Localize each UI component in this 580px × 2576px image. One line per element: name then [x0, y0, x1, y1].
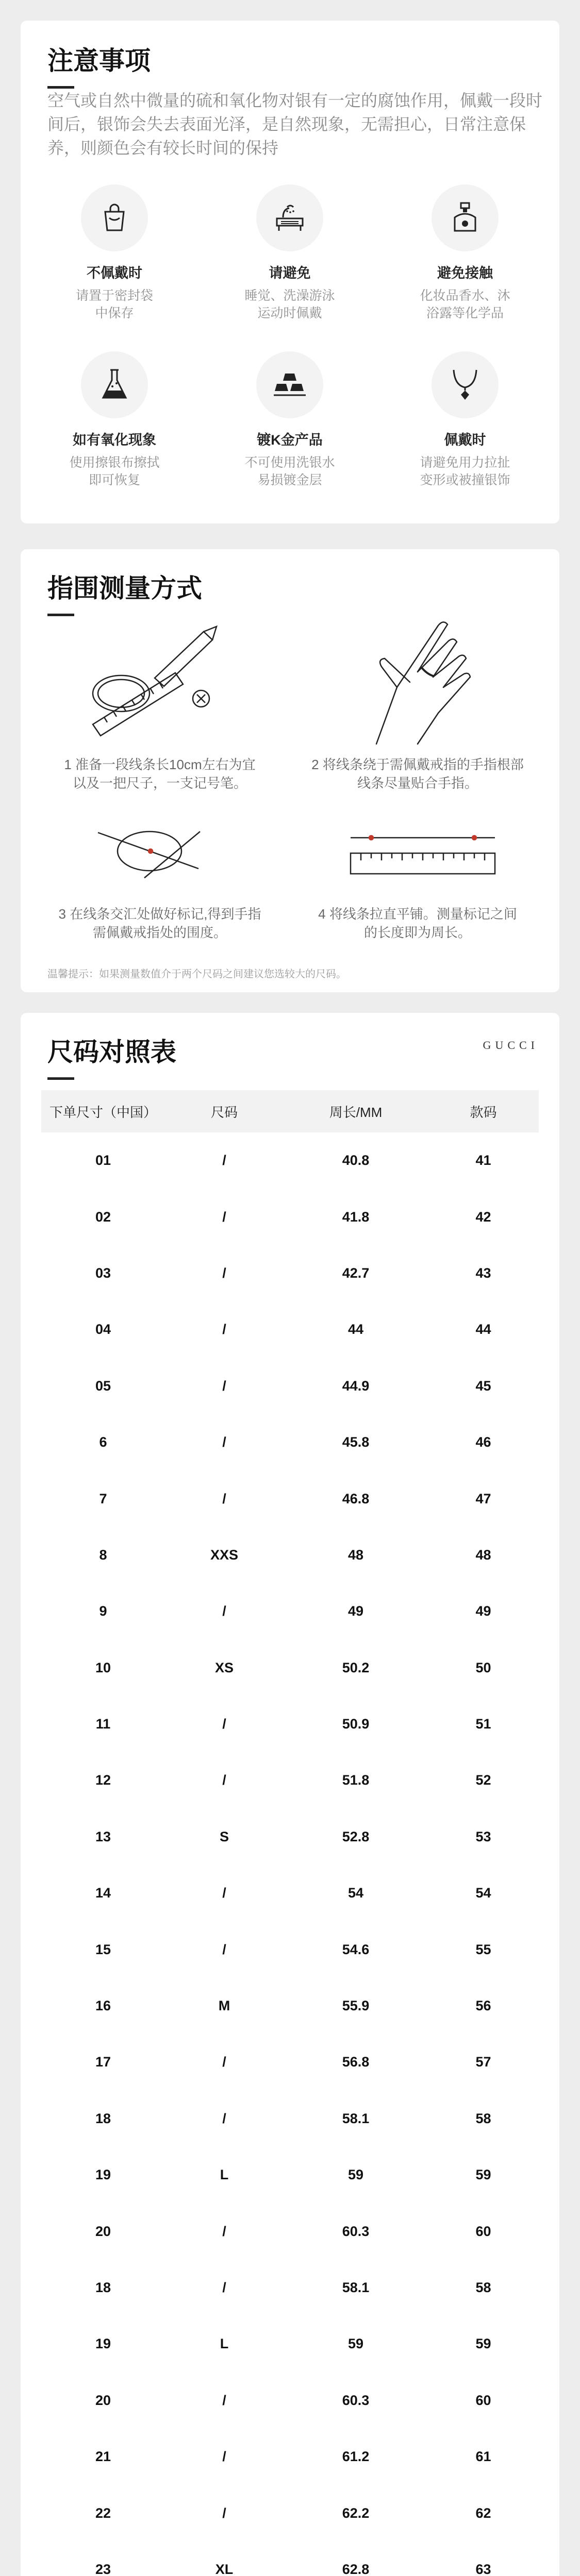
cell-size: L [220, 2167, 229, 2183]
size-chart-section [21, 1013, 559, 2576]
cell-size: / [222, 1209, 226, 1225]
cell-size: / [222, 2392, 226, 2408]
table-row [41, 1132, 539, 1189]
measure-step-text: 1 准备一段线条长10cm左右为宜 以及一把尺子，一支记号笔。 [64, 757, 256, 791]
cell-size: / [222, 1321, 226, 1337]
care-notes-intro: 空气或自然中微量的硫和氧化物对银有一定的腐蚀作用，佩戴一段时间后，银饰会失去表面光泽，是自然现象，无需担心，日常注意保养，则颜色会有较长时间的保持 [47, 91, 543, 157]
cell-size: / [222, 2110, 226, 2126]
cell-circumference: 50.2 [342, 1659, 370, 1675]
cell-cn-size: 01 [95, 1153, 111, 1168]
table-row [41, 2034, 539, 2090]
tip-title: 不佩戴时 [87, 265, 142, 281]
cell-cn-size: 15 [95, 1941, 111, 1957]
cell-circumference: 48 [347, 1547, 364, 1563]
table-row [41, 2260, 539, 2316]
cell-circumference: 62.2 [342, 2505, 370, 2521]
cell-style-size: 45 [475, 1378, 491, 1394]
table-row [41, 1978, 539, 2034]
table-row [41, 2203, 539, 2259]
cell-circumference: 49 [347, 1603, 364, 1619]
tip-item [388, 184, 542, 322]
tip-item [388, 351, 542, 489]
measure-step-text: 4 将线条拉直平铺。测量标记之间 的长度即为周长。 [318, 906, 517, 940]
table-row [41, 1527, 539, 1583]
tip-desc [212, 287, 367, 322]
tip-desc [388, 454, 542, 489]
cell-cn-size: 10 [95, 1659, 111, 1675]
cell-cn-size: 19 [95, 2336, 111, 2352]
cell-circumference: 44.9 [342, 1378, 370, 1394]
cell-circumference: 50.9 [342, 1716, 370, 1732]
cell-style-size: 58 [475, 2280, 491, 2295]
cell-size: / [222, 1434, 226, 1450]
table-row [41, 1752, 539, 1808]
table-row [41, 2147, 539, 2203]
tip-desc-line: 不可使用洗银水 易损镀金层 [244, 455, 335, 487]
measure-tip-note: 温馨提示：如果测量数值介于两个尺码之间建议您选较大的尺码。 [47, 969, 346, 980]
header-size: 尺码 [210, 1104, 238, 1120]
cell-size: / [222, 1885, 226, 1901]
cell-cn-size: 04 [95, 1321, 111, 1337]
cell-circumference: 58.1 [342, 2280, 370, 2295]
cell-size: / [222, 2280, 226, 2295]
measure-step-text: 2 将线条绕于需佩戴戒指的手指根部 线条尽量贴合手指。 [311, 757, 524, 791]
table-row [41, 2372, 539, 2429]
cell-circumference: 60.3 [342, 2223, 370, 2239]
cell-size: / [222, 1603, 226, 1619]
cell-cn-size: 18 [95, 2280, 111, 2295]
tip-desc-line: 请置于密封袋 中保存 [75, 289, 153, 320]
cell-size: XL [215, 2561, 234, 2576]
cell-style-size: 44 [475, 1321, 491, 1337]
tip-desc-line: 睡觉、洗澡游泳 运动时佩戴 [244, 289, 335, 320]
cell-cn-size: 6 [99, 1434, 107, 1450]
gold-bars-icon [256, 351, 323, 418]
table-row [41, 1865, 539, 1921]
cell-cn-size: 7 [99, 1490, 107, 1506]
measure-step-text: 3 在线条交汇处做好标记,得到手指 需佩戴戒指处的围度。 [58, 906, 261, 940]
cell-circumference: 54.6 [342, 1941, 370, 1957]
table-row [41, 1470, 539, 1527]
cell-cn-size: 05 [95, 1378, 111, 1394]
cell-size: / [222, 1716, 226, 1732]
ring-measure-section [21, 549, 559, 992]
measure-step [299, 905, 536, 942]
tip-desc [388, 287, 542, 322]
cell-size: / [222, 1941, 226, 1957]
table-row [41, 2091, 539, 2147]
tip-desc [37, 454, 192, 489]
table-row [41, 1809, 539, 1865]
string-loop-illustration [82, 817, 227, 884]
table-row [41, 2316, 539, 2372]
cell-circumference: 59 [347, 2336, 364, 2352]
cell-cn-size: 14 [95, 1885, 111, 1901]
cell-cn-size: 19 [95, 2167, 111, 2183]
table-row [41, 1640, 539, 1696]
cell-style-size: 62 [475, 2505, 491, 2521]
tip-desc-line: 请避免用力拉扯 变形或被撞银饰 [420, 455, 510, 487]
cell-style-size: 43 [475, 1265, 491, 1281]
cell-style-size: 57 [475, 2054, 491, 2070]
cell-style-size: 49 [475, 1603, 491, 1619]
tip-desc-line: 使用擦银布擦拭 即可恢复 [69, 455, 160, 487]
cell-style-size: 61 [475, 2449, 491, 2465]
cell-style-size: 56 [475, 1998, 491, 2014]
table-row [41, 2541, 539, 2576]
cell-size: / [222, 1378, 226, 1394]
cell-cn-size: 13 [95, 1828, 111, 1844]
tip-title: 避免接触 [437, 265, 493, 281]
cell-size: / [222, 1153, 226, 1168]
cell-style-size: 41 [475, 1153, 491, 1168]
table-row [41, 1921, 539, 1977]
cell-circumference: 59 [347, 2167, 364, 2183]
size-table-header [41, 1090, 539, 1132]
cell-size: / [222, 2505, 226, 2521]
cell-cn-size: 18 [95, 2110, 111, 2126]
shower-icon [256, 184, 323, 251]
care-notes-title: 注意事项 [47, 40, 151, 77]
cell-size: / [222, 2054, 226, 2070]
table-row [41, 1245, 539, 1301]
ring-measure-title: 指围测量方式 [47, 568, 202, 605]
cell-cn-size: 8 [99, 1547, 107, 1563]
cell-style-size: 60 [475, 2223, 491, 2239]
table-row [41, 1301, 539, 1358]
cell-size: L [220, 2336, 229, 2352]
cell-circumference: 61.2 [342, 2449, 370, 2465]
cell-cn-size: 03 [95, 1265, 111, 1281]
cell-cn-size: 02 [95, 1209, 111, 1225]
cell-circumference: 58.1 [342, 2110, 370, 2126]
cell-size: / [222, 1490, 226, 1506]
tip-title: 如有氧化现象 [73, 432, 156, 448]
cell-style-size: 53 [475, 1828, 491, 1844]
cell-circumference: 51.8 [342, 1772, 370, 1788]
cell-circumference: 56.8 [342, 2054, 370, 2070]
cell-circumference: 42.7 [342, 1265, 370, 1281]
cell-circumference: 60.3 [342, 2392, 370, 2408]
care-notes-section [21, 21, 559, 523]
measure-step [299, 755, 536, 792]
cell-cn-size: 21 [95, 2449, 111, 2465]
cell-size: XXS [210, 1547, 239, 1563]
tip-title: 佩戴时 [444, 432, 486, 448]
tip-desc [37, 287, 192, 322]
cell-style-size: 58 [475, 2110, 491, 2126]
table-row [41, 1696, 539, 1752]
table-row [41, 1189, 539, 1245]
cell-size: S [219, 1828, 229, 1844]
tip-item [37, 351, 192, 489]
cell-style-size: 63 [475, 2561, 491, 2576]
brand-wordmark: GUCCI [483, 1039, 539, 1052]
cell-cn-size: 17 [95, 2054, 111, 2070]
cell-style-size: 59 [475, 2167, 491, 2183]
measure-step [41, 905, 278, 942]
size-table-body [41, 1132, 539, 2576]
tip-desc-line: 化妆品香水、沐 浴露等化学品 [420, 289, 510, 320]
ruler-pencil-illustration [77, 621, 232, 740]
tip-item [212, 351, 367, 489]
cell-circumference: 44 [347, 1321, 364, 1337]
cell-cn-size: 23 [95, 2561, 111, 2576]
table-row [41, 1583, 539, 1639]
cell-style-size: 54 [475, 1885, 491, 1901]
cell-size: / [222, 2223, 226, 2239]
flask-icon [81, 351, 148, 418]
cell-circumference: 55.9 [342, 1998, 370, 2014]
straight-string-ruler-illustration [340, 817, 505, 889]
tip-title: 镀K金产品 [257, 432, 323, 448]
header-circumference: 周长/MM [329, 1104, 383, 1120]
tip-item [212, 184, 367, 322]
tip-desc [212, 454, 367, 489]
cell-style-size: 46 [475, 1434, 491, 1450]
cell-style-size: 50 [475, 1659, 491, 1675]
cell-style-size: 48 [475, 1547, 491, 1563]
size-chart-title: 尺码对照表 [47, 1031, 176, 1069]
cell-circumference: 62.8 [342, 2561, 370, 2576]
cell-cn-size: 9 [99, 1603, 107, 1619]
cell-style-size: 60 [475, 2392, 491, 2408]
cell-size: / [222, 1265, 226, 1281]
cell-circumference: 46.8 [342, 1490, 370, 1506]
cell-circumference: 45.8 [342, 1434, 370, 1450]
cell-style-size: 59 [475, 2336, 491, 2352]
cell-circumference: 54 [347, 1885, 364, 1901]
cell-style-size: 42 [475, 1209, 491, 1225]
cell-size: / [222, 1772, 226, 1788]
measure-step [41, 755, 278, 792]
tip-title: 请避免 [269, 265, 311, 281]
cell-circumference: 52.8 [342, 1828, 370, 1844]
cell-cn-size: 20 [95, 2392, 111, 2408]
header-cn-size: 下单尺寸（中国） [49, 1104, 157, 1120]
cell-cn-size: 12 [95, 1772, 111, 1788]
cell-circumference: 41.8 [342, 1209, 370, 1225]
cell-style-size: 52 [475, 1772, 491, 1788]
cell-cn-size: 16 [95, 1998, 111, 2014]
cell-size: / [222, 2449, 226, 2465]
table-row [41, 2429, 539, 2485]
perfume-icon [432, 184, 499, 251]
necklace-icon [432, 351, 499, 418]
table-row [41, 1358, 539, 1414]
cell-cn-size: 22 [95, 2505, 111, 2521]
cell-style-size: 51 [475, 1716, 491, 1732]
cell-style-size: 55 [475, 1941, 491, 1957]
header-style-size: 款码 [470, 1104, 497, 1120]
cell-size: M [218, 1998, 230, 2014]
cell-cn-size: 11 [95, 1716, 111, 1732]
cell-cn-size: 20 [95, 2223, 111, 2239]
bag-icon [81, 184, 148, 251]
cell-style-size: 47 [475, 1490, 491, 1506]
table-row [41, 1414, 539, 1470]
cell-size: XS [214, 1659, 234, 1675]
cell-circumference: 40.8 [342, 1153, 370, 1168]
hand-illustration [361, 610, 485, 749]
table-row [41, 2485, 539, 2541]
tip-item [37, 184, 192, 322]
